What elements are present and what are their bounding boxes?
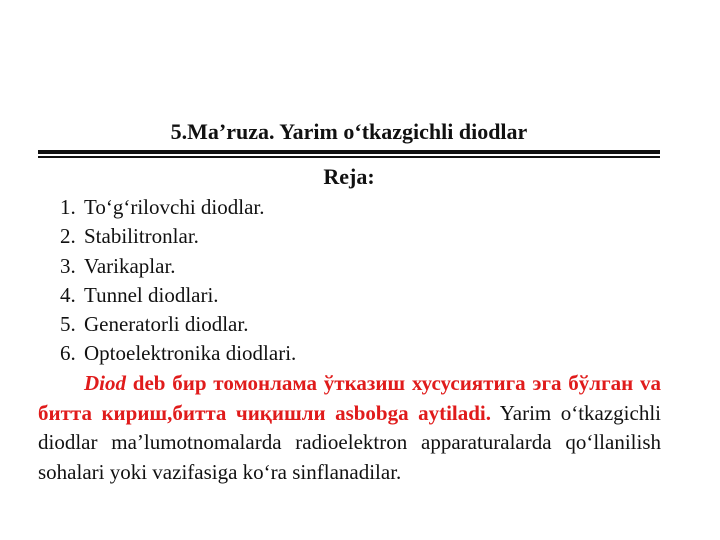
plan-item-number: 1. <box>60 195 76 219</box>
plan-item-text: Optoelektronika diodlari. <box>84 341 297 366</box>
plan-item-number: 6. <box>60 341 76 366</box>
body-text: Yarim o‘tkazgichli diodlar ma’lumotnomalarda radioelektron apparaturalarda qo‘llanilish sohalari yoki vazifasiga ko‘ra sinflanadilar. <box>38 400 662 484</box>
plan-item-text: Varikaplar. <box>84 253 176 278</box>
plan-item-number: 5. <box>60 312 76 337</box>
plan-item <box>60 310 296 339</box>
plan-item-number: 2. <box>60 224 76 249</box>
plan-item-text: Tunnel diodlari. <box>84 282 219 307</box>
definition-text: deb бир томонлама ўтказиш хусусиятига эга бўлган va битта кириш,битта чиқишли asbobga aytiladi. <box>38 371 661 425</box>
plan-item-text: Stabilitronlar. <box>84 224 199 249</box>
lecture-title: 5.Ma’ruza. Yarim o‘tkazgichli diodlar <box>170 119 528 144</box>
plan-item <box>60 252 296 281</box>
plan-item <box>60 222 296 251</box>
definition-term: Diod <box>84 371 126 395</box>
title-rule-thick <box>38 150 660 154</box>
plan-item-number: 3. <box>60 253 76 278</box>
title-rule-thin <box>38 156 660 158</box>
plan-item <box>60 193 296 222</box>
plan-item <box>60 281 296 310</box>
plan-item <box>60 339 296 368</box>
definition-paragraph <box>38 369 661 487</box>
plan-item-text: To‘g‘rilovchi diodlar. <box>84 195 265 219</box>
plan-item-text: Generatorli diodlar. <box>84 312 249 337</box>
plan-item-number: 4. <box>60 282 76 307</box>
plan-heading: Reja: <box>323 164 375 189</box>
plan-list <box>60 193 296 369</box>
